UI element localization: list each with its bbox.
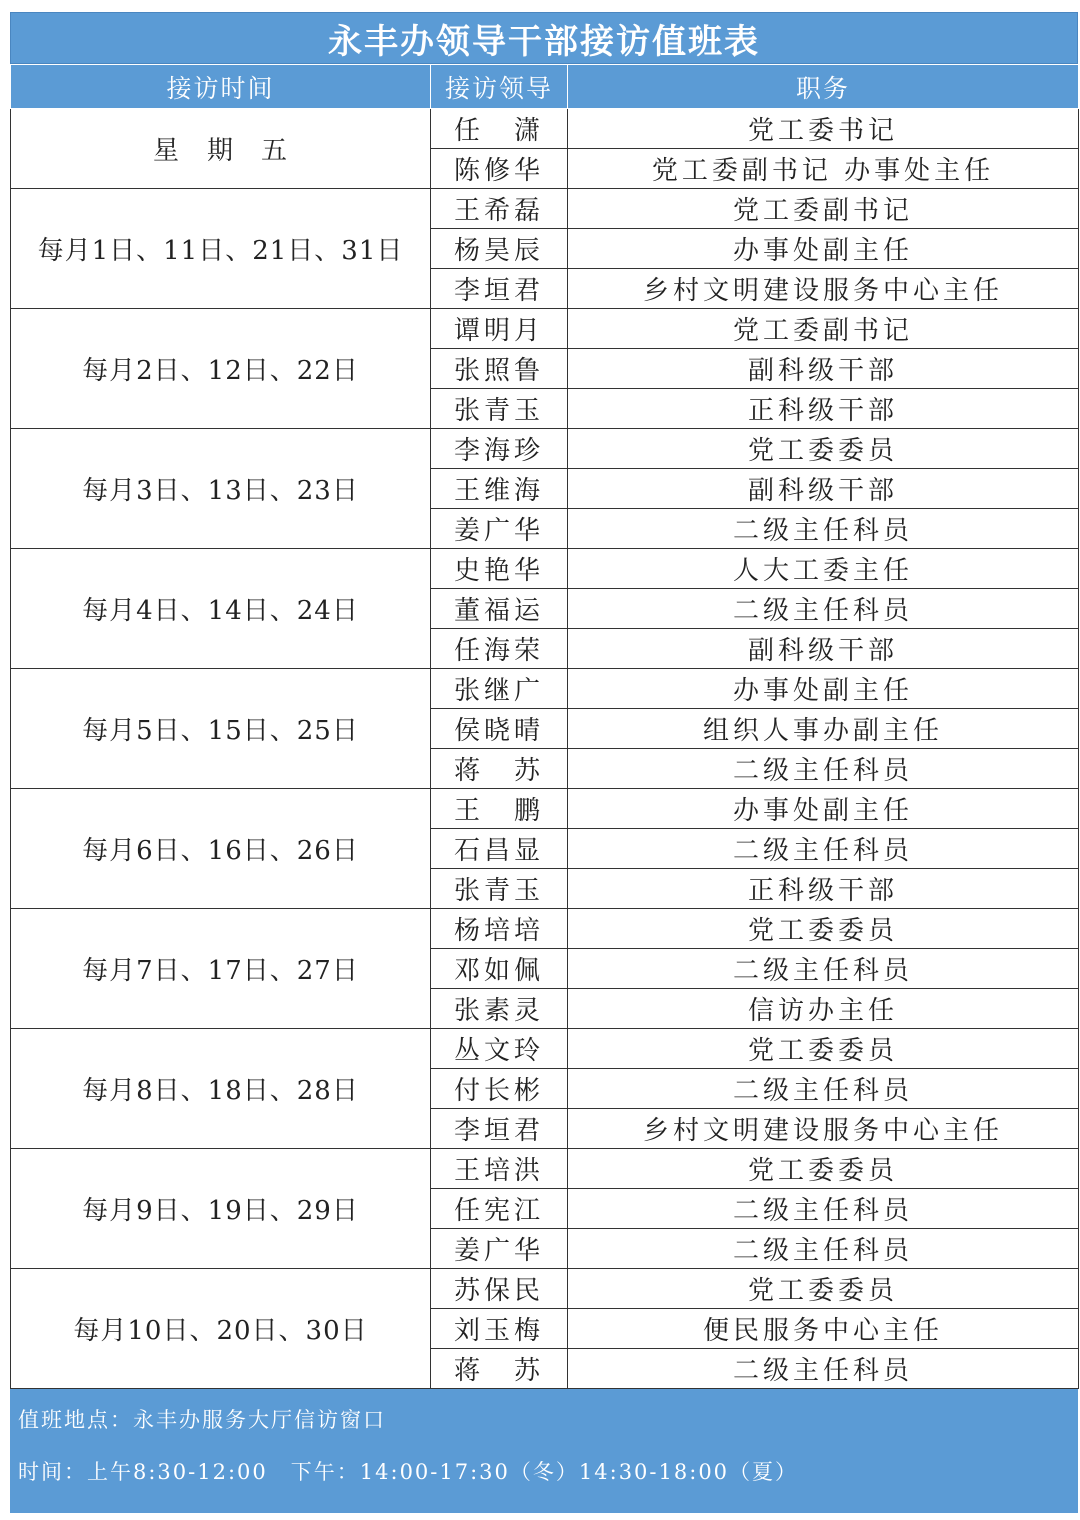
leader-name-cell: 陈修华 <box>431 149 568 189</box>
leader-name-cell: 张照鲁 <box>431 349 568 389</box>
leader-name-cell: 侯晓晴 <box>431 709 568 749</box>
leader-duty-cell: 办事处副主任 <box>568 669 1079 709</box>
leader-name-cell: 邓如佩 <box>431 949 568 989</box>
leader-duty-cell: 二级主任科员 <box>568 949 1079 989</box>
leader-duty-cell: 乡村文明建设服务中心主任 <box>568 1109 1079 1149</box>
duty-date-cell: 每月6日、16日、26日 <box>11 789 431 909</box>
roster-body <box>11 109 1079 1389</box>
table-row <box>11 429 1079 469</box>
leader-duty-cell: 二级主任科员 <box>568 509 1079 549</box>
leader-duty-cell: 党工委副书记 <box>568 189 1079 229</box>
leader-duty-cell: 副科级干部 <box>568 349 1079 389</box>
table-row <box>11 669 1079 709</box>
leader-duty-cell: 党工委委员 <box>568 909 1079 949</box>
roster-table <box>10 64 1079 1389</box>
roster-title: 永丰办领导干部接访值班表 <box>10 12 1078 64</box>
duty-date-cell: 每月3日、13日、23日 <box>11 429 431 549</box>
leader-duty-cell: 便民服务中心主任 <box>568 1309 1079 1349</box>
leader-name-cell: 张青玉 <box>431 389 568 429</box>
leader-name-cell: 蒋 苏 <box>431 749 568 789</box>
table-row <box>11 109 1079 149</box>
leader-duty-cell: 正科级干部 <box>568 869 1079 909</box>
leader-name-cell: 王 鹏 <box>431 789 568 829</box>
table-row <box>11 1029 1079 1069</box>
header-time: 接访时间 <box>11 65 431 109</box>
leader-duty-cell: 信访办主任 <box>568 989 1079 1029</box>
leader-name-cell: 史艳华 <box>431 549 568 589</box>
leader-duty-cell: 党工委委员 <box>568 429 1079 469</box>
leader-name-cell: 张青玉 <box>431 869 568 909</box>
duty-roster-sheet <box>10 12 1078 1513</box>
duty-date-cell: 每月8日、18日、28日 <box>11 1029 431 1149</box>
leader-name-cell: 张素灵 <box>431 989 568 1029</box>
duty-location: 值班地点：永丰办服务大厅信访窗口 <box>18 1408 386 1432</box>
leader-name-cell: 石昌显 <box>431 829 568 869</box>
leader-name-cell: 杨培培 <box>431 909 568 949</box>
leader-name-cell: 李海珍 <box>431 429 568 469</box>
header-duty: 职务 <box>568 65 1079 109</box>
leader-name-cell: 丛文玲 <box>431 1029 568 1069</box>
leader-duty-cell: 副科级干部 <box>568 629 1079 669</box>
leader-name-cell: 任海荣 <box>431 629 568 669</box>
leader-duty-cell: 党工委委员 <box>568 1029 1079 1069</box>
table-row <box>11 189 1079 229</box>
table-row <box>11 789 1079 829</box>
leader-name-cell: 任宪江 <box>431 1189 568 1229</box>
duty-date-cell: 星 期 五 <box>11 109 431 189</box>
leader-duty-cell: 党工委委员 <box>568 1269 1079 1309</box>
leader-name-cell: 刘玉梅 <box>431 1309 568 1349</box>
leader-duty-cell: 党工委委员 <box>568 1149 1079 1189</box>
table-row <box>11 1269 1079 1309</box>
leader-name-cell: 李垣君 <box>431 269 568 309</box>
leader-duty-cell: 组织人事办副主任 <box>568 709 1079 749</box>
leader-duty-cell: 正科级干部 <box>568 389 1079 429</box>
leader-duty-cell: 党工委书记 <box>568 109 1079 149</box>
duty-date-cell: 每月9日、19日、29日 <box>11 1149 431 1269</box>
leader-name-cell: 任 潇 <box>431 109 568 149</box>
duty-hours: 时间：上午8:30-12:00 下午：14:00-17:30（冬）14:30-18:00（夏） <box>18 1460 799 1484</box>
leader-name-cell: 杨昊辰 <box>431 229 568 269</box>
leader-name-cell: 姜广华 <box>431 1229 568 1269</box>
leader-name-cell: 王希磊 <box>431 189 568 229</box>
duty-date-cell: 每月4日、14日、24日 <box>11 549 431 669</box>
leader-name-cell: 蒋 苏 <box>431 1349 568 1389</box>
header-row <box>11 65 1079 109</box>
leader-name-cell: 董福运 <box>431 589 568 629</box>
leader-name-cell: 张继广 <box>431 669 568 709</box>
leader-name-cell: 姜广华 <box>431 509 568 549</box>
leader-duty-cell: 党工委副书记 办事处主任 <box>568 149 1079 189</box>
leader-duty-cell: 人大工委主任 <box>568 549 1079 589</box>
table-row <box>11 309 1079 349</box>
table-row <box>11 909 1079 949</box>
table-row <box>11 1149 1079 1189</box>
leader-name-cell: 王维海 <box>431 469 568 509</box>
leader-duty-cell: 党工委副书记 <box>568 309 1079 349</box>
leader-duty-cell: 办事处副主任 <box>568 229 1079 269</box>
leader-name-cell: 王培洪 <box>431 1149 568 1189</box>
leader-name-cell: 付长彬 <box>431 1069 568 1109</box>
leader-duty-cell: 二级主任科员 <box>568 749 1079 789</box>
leader-duty-cell: 二级主任科员 <box>568 589 1079 629</box>
duty-date-cell: 每月2日、12日、22日 <box>11 309 431 429</box>
leader-duty-cell: 二级主任科员 <box>568 829 1079 869</box>
duty-date-cell: 每月5日、15日、25日 <box>11 669 431 789</box>
duty-date-cell: 每月7日、17日、27日 <box>11 909 431 1029</box>
leader-name-cell: 李垣君 <box>431 1109 568 1149</box>
leader-duty-cell: 二级主任科员 <box>568 1349 1079 1389</box>
leader-duty-cell: 二级主任科员 <box>568 1189 1079 1229</box>
leader-name-cell: 苏保民 <box>431 1269 568 1309</box>
leader-duty-cell: 副科级干部 <box>568 469 1079 509</box>
leader-duty-cell: 办事处副主任 <box>568 789 1079 829</box>
leader-name-cell: 谭明月 <box>431 309 568 349</box>
footer-info <box>10 1389 1078 1513</box>
duty-date-cell: 每月1日、11日、21日、31日 <box>11 189 431 309</box>
leader-duty-cell: 二级主任科员 <box>568 1069 1079 1109</box>
leader-duty-cell: 二级主任科员 <box>568 1229 1079 1269</box>
header-leader: 接访领导 <box>431 65 568 109</box>
duty-date-cell: 每月10日、20日、30日 <box>11 1269 431 1389</box>
leader-duty-cell: 乡村文明建设服务中心主任 <box>568 269 1079 309</box>
table-row <box>11 549 1079 589</box>
